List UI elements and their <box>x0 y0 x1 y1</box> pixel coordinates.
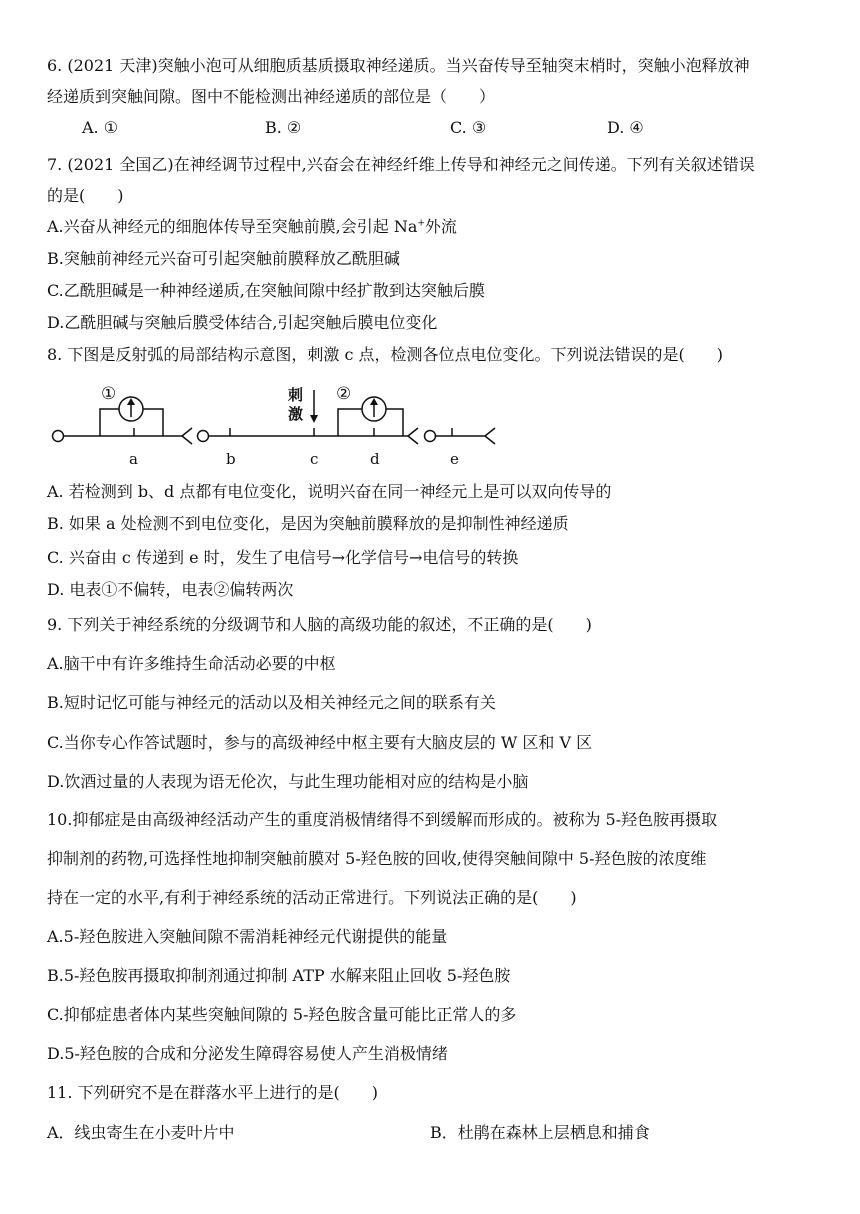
q8-option-c: C. 兴奋由 c 传递到 e 时，发生了电信号→化学信号→电信号的转换 <box>47 548 519 567</box>
stimulus-arrow-head <box>310 415 318 423</box>
q7-option-a-tail: 外流 <box>424 217 457 236</box>
q10-option-c: C.抑郁症患者体内某些突触间隙的 5-羟色胺含量可能比正常人的多 <box>47 1005 517 1024</box>
point-label-d: d <box>370 450 380 468</box>
neuron2-soma <box>198 431 209 442</box>
q10-stem-line1: 10.抑郁症是由高级神经活动产生的重度消极情绪得不到缓解而形成的。被称为 5-羟色胺再摄取 <box>47 810 718 829</box>
q7-option-a-superscript: + <box>417 218 425 229</box>
q9-option-a: A.脑干中有许多维持生命活动必要的中枢 <box>47 654 336 673</box>
meter2-label: ② <box>336 384 352 404</box>
q10-option-d: D.5-羟色胺的合成和分泌发生障碍容易使人产生消极情绪 <box>47 1044 448 1063</box>
q6-stem-line1: 6. (2021 天津)突触小泡可从细胞质基质摄取神经递质。当兴奋传导至轴突末梢时，突触小泡释放神 <box>47 56 750 75</box>
stimulus-label-1: 刺 <box>288 386 304 404</box>
q6-option-c: C. ③ <box>450 118 487 137</box>
q11-stem: 11. 下列研究不是在群落水平上进行的是( ) <box>47 1083 379 1102</box>
q7-stem-line1: 7. (2021 全国乙)在神经调节过程中,兴奋会在神经纤维上传导和神经元之间传递。下列有关叙述错误 <box>47 155 755 174</box>
q7-option-c: C.乙酰胆碱是一种神经递质,在突触间隙中经扩散到达突触后膜 <box>47 281 485 300</box>
reflex-arc-figure <box>45 378 505 470</box>
point-label-c: c <box>310 450 319 468</box>
q9-option-b: B.短时记忆可能与神经元的活动以及相关神经元之间的联系有关 <box>47 693 496 712</box>
q7-option-d: D.乙酰胆碱与突触后膜受体结合,引起突触后膜电位变化 <box>47 313 438 332</box>
meter1-label: ① <box>101 384 117 404</box>
q9-option-d: D.饮酒过量的人表现为语无伦次，与此生理功能相对应的结构是小脑 <box>47 772 529 791</box>
q6-option-b: B. ② <box>265 118 302 137</box>
q9-option-c: C.当你专心作答试题时，参与的高级神经中枢主要有大脑皮层的 W 区和 V 区 <box>47 733 593 752</box>
q11-option-a: A．线虫寄生在小麦叶片中 <box>47 1123 235 1142</box>
q6-option-d: D. ④ <box>607 118 644 137</box>
neuron1-soma <box>53 431 64 442</box>
q7-stem-line2: 的是( ) <box>47 186 124 205</box>
q6-options <box>47 117 807 139</box>
q7-option-b: B.突触前神经元兴奋可引起突触前膜释放乙酰胆碱 <box>47 249 400 268</box>
q10-stem-line2: 抑制剂的药物,可选择性地抑制突触前膜对 5-羟色胺的回收,使得突触间隙中 5-羟色胺的浓度维 <box>47 849 707 868</box>
q10-option-b: B.5-羟色胺再摄取抑制剂通过抑制 ATP 水解来阻止回收 5-羟色胺 <box>47 966 511 985</box>
q7-option-a <box>47 216 457 238</box>
point-label-a: a <box>129 450 138 468</box>
q6-option-a: A. ① <box>82 118 119 137</box>
q9-stem: 9. 下列关于神经系统的分级调节和人脑的高级功能的叙述，不正确的是( ) <box>47 615 592 634</box>
point-label-b: b <box>226 450 236 468</box>
neuron3-soma <box>425 431 436 442</box>
q8-stem: 8. 下图是反射弧的局部结构示意图，刺激 c 点，检测各位点电位变化。下列说法错误的是( ) <box>47 345 723 364</box>
point-label-e: e <box>450 450 459 468</box>
q8-option-a: A. 若检测到 b、d 点都有电位变化，说明兴奋在同一神经元上是可以双向传导的 <box>47 482 612 501</box>
q8-option-d: D. 电表①不偏转，电表②偏转两次 <box>47 580 294 599</box>
q6-stem-line2: 经递质到突触间隙。图中不能检测出神经递质的部位是（ ） <box>47 87 496 106</box>
q8-option-b: B. 如果 a 处检测不到电位变化，是因为突触前膜释放的是抑制性神经递质 <box>47 514 569 533</box>
q7-option-a-text: A.兴奋从神经元的细胞体传导至突触前膜,会引起 Na <box>47 217 418 236</box>
q11-option-b: B．杜鹃在森林上层栖息和捕食 <box>430 1123 650 1142</box>
stimulus-label-2: 激 <box>288 405 304 423</box>
q10-option-a: A.5-羟色胺进入突触间隙不需消耗神经元代谢提供的能量 <box>47 927 448 946</box>
q10-stem-line3: 持在一定的水平,有利于神经系统的活动正常进行。下列说法正确的是( ) <box>47 888 577 907</box>
